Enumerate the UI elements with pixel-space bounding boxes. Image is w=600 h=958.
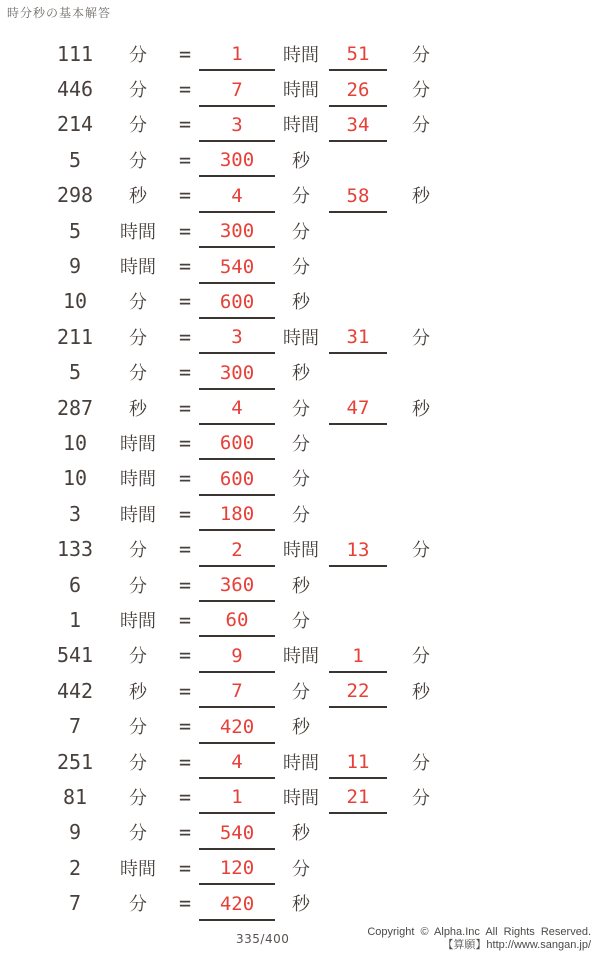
answer-unit: 時間 bbox=[283, 44, 319, 66]
conversion-row bbox=[0, 602, 600, 637]
equals-sign: = bbox=[178, 714, 192, 739]
problem-unit: 時間 bbox=[120, 257, 156, 279]
problem-unit: 分 bbox=[129, 150, 147, 172]
answer-blank: 3 bbox=[199, 325, 275, 354]
answer-unit: 時間 bbox=[283, 646, 319, 668]
problem-value: 5 bbox=[68, 360, 82, 385]
problem-unit: 分 bbox=[129, 80, 147, 102]
conversion-row bbox=[0, 461, 600, 496]
second-answer-blank: 47 bbox=[329, 396, 387, 425]
answer-unit: 分 bbox=[292, 504, 310, 526]
final-unit: 秒 bbox=[412, 398, 430, 420]
conversion-row bbox=[0, 531, 600, 566]
equals-sign: = bbox=[178, 430, 192, 455]
answer-blank: 420 bbox=[199, 715, 275, 744]
problem-value: 442 bbox=[56, 678, 94, 703]
conversion-row bbox=[0, 496, 600, 531]
problem-unit: 秒 bbox=[129, 186, 147, 208]
problem-value: 81 bbox=[62, 784, 88, 809]
equals-sign: = bbox=[178, 183, 192, 208]
problem-unit: 分 bbox=[129, 894, 147, 916]
answer-unit: 時間 bbox=[283, 752, 319, 774]
problem-unit: 時間 bbox=[120, 469, 156, 491]
answer-unit: 秒 bbox=[292, 575, 310, 597]
problem-unit: 分 bbox=[129, 646, 147, 668]
problem-value: 6 bbox=[68, 572, 82, 597]
answer-blank: 600 bbox=[199, 431, 275, 460]
answer-unit: 秒 bbox=[292, 823, 310, 845]
problem-unit: 時間 bbox=[120, 610, 156, 632]
conversion-row bbox=[0, 390, 600, 425]
answer-blank: 540 bbox=[199, 821, 275, 850]
answer-blank: 300 bbox=[199, 361, 275, 390]
problem-unit: 分 bbox=[129, 363, 147, 385]
answer-unit: 秒 bbox=[292, 292, 310, 314]
equals-sign: = bbox=[178, 112, 192, 137]
page-title: 時分秒の基本解答 bbox=[7, 6, 112, 20]
answer-blank: 360 bbox=[199, 573, 275, 602]
conversion-row bbox=[0, 744, 600, 779]
conversion-row bbox=[0, 142, 600, 177]
second-answer-blank: 13 bbox=[329, 538, 387, 567]
answer-blank: 120 bbox=[199, 856, 275, 885]
problem-unit: 分 bbox=[129, 823, 147, 845]
problem-unit: 時間 bbox=[120, 504, 156, 526]
equals-sign: = bbox=[178, 501, 192, 526]
conversion-row bbox=[0, 36, 600, 71]
equals-sign: = bbox=[178, 289, 192, 314]
conversion-row bbox=[0, 178, 600, 213]
problem-value: 133 bbox=[56, 537, 94, 562]
problem-value: 111 bbox=[56, 41, 94, 66]
answer-unit: 時間 bbox=[283, 327, 319, 349]
answer-unit: 分 bbox=[292, 858, 310, 880]
answer-unit: 分 bbox=[292, 433, 310, 455]
copyright-footer bbox=[367, 926, 591, 952]
problem-value: 10 bbox=[62, 466, 88, 491]
problem-value: 7 bbox=[68, 891, 82, 916]
problem-value: 3 bbox=[68, 501, 82, 526]
conversion-row bbox=[0, 673, 600, 708]
second-answer-blank: 22 bbox=[329, 679, 387, 708]
problem-value: 214 bbox=[56, 112, 94, 137]
answer-unit: 秒 bbox=[292, 363, 310, 385]
second-answer-blank: 58 bbox=[329, 184, 387, 213]
equals-sign: = bbox=[178, 855, 192, 880]
conversion-row bbox=[0, 815, 600, 850]
publisher-url: 【算願】http://www.sangan.jp/ bbox=[442, 939, 591, 951]
conversion-row bbox=[0, 107, 600, 142]
final-unit: 秒 bbox=[412, 186, 430, 208]
answer-blank: 7 bbox=[199, 78, 275, 107]
equals-sign: = bbox=[178, 147, 192, 172]
final-unit: 分 bbox=[412, 115, 430, 137]
equals-sign: = bbox=[178, 607, 192, 632]
conversion-row bbox=[0, 71, 600, 106]
equals-sign: = bbox=[178, 784, 192, 809]
problem-unit: 分 bbox=[129, 292, 147, 314]
answer-unit: 時間 bbox=[283, 80, 319, 102]
problem-value: 211 bbox=[56, 324, 94, 349]
answer-unit: 秒 bbox=[292, 150, 310, 172]
answer-blank: 9 bbox=[199, 644, 275, 673]
equals-sign: = bbox=[178, 324, 192, 349]
answer-blank: 1 bbox=[199, 785, 275, 814]
answer-blank: 3 bbox=[199, 113, 275, 142]
problem-unit: 時間 bbox=[120, 221, 156, 243]
conversion-rows-area bbox=[0, 36, 600, 921]
second-answer-blank: 21 bbox=[329, 785, 387, 814]
conversion-row bbox=[0, 779, 600, 814]
problem-unit: 秒 bbox=[129, 398, 147, 420]
equals-sign: = bbox=[178, 41, 192, 66]
copyright-text: Copyright © Alpha.Inc All Rights Reserved. bbox=[367, 926, 591, 938]
answer-unit: 分 bbox=[292, 681, 310, 703]
answer-unit: 分 bbox=[292, 398, 310, 420]
answer-unit: 分 bbox=[292, 186, 310, 208]
equals-sign: = bbox=[178, 891, 192, 916]
page-number-indicator: 335/400 bbox=[236, 932, 290, 946]
final-unit: 秒 bbox=[412, 681, 430, 703]
problem-unit: 秒 bbox=[129, 681, 147, 703]
answer-blank: 60 bbox=[199, 608, 275, 637]
answer-blank: 300 bbox=[199, 148, 275, 177]
second-answer-blank: 51 bbox=[329, 42, 387, 71]
conversion-row bbox=[0, 425, 600, 460]
problem-value: 287 bbox=[56, 395, 94, 420]
equals-sign: = bbox=[178, 820, 192, 845]
problem-value: 10 bbox=[62, 289, 88, 314]
problem-unit: 分 bbox=[129, 44, 147, 66]
problem-value: 5 bbox=[68, 218, 82, 243]
answer-blank: 1 bbox=[199, 42, 275, 71]
final-unit: 分 bbox=[412, 44, 430, 66]
answer-blank: 600 bbox=[199, 290, 275, 319]
problem-value: 10 bbox=[62, 430, 88, 455]
answer-unit: 分 bbox=[292, 610, 310, 632]
problem-unit: 分 bbox=[129, 327, 147, 349]
final-unit: 分 bbox=[412, 80, 430, 102]
problem-unit: 分 bbox=[129, 787, 147, 809]
problem-value: 541 bbox=[56, 643, 94, 668]
equals-sign: = bbox=[178, 254, 192, 279]
problem-value: 9 bbox=[68, 820, 82, 845]
equals-sign: = bbox=[178, 77, 192, 102]
problem-value: 298 bbox=[56, 183, 94, 208]
problem-unit: 分 bbox=[129, 752, 147, 774]
conversion-row bbox=[0, 248, 600, 283]
equals-sign: = bbox=[178, 395, 192, 420]
equals-sign: = bbox=[178, 537, 192, 562]
second-answer-blank: 11 bbox=[329, 750, 387, 779]
equals-sign: = bbox=[178, 360, 192, 385]
problem-unit: 分 bbox=[129, 540, 147, 562]
answer-unit: 分 bbox=[292, 469, 310, 491]
answer-blank: 4 bbox=[199, 396, 275, 425]
conversion-row bbox=[0, 708, 600, 743]
answer-blank: 300 bbox=[199, 219, 275, 248]
answer-unit: 分 bbox=[292, 257, 310, 279]
equals-sign: = bbox=[178, 749, 192, 774]
conversion-row bbox=[0, 284, 600, 319]
answer-blank: 420 bbox=[199, 892, 275, 921]
conversion-row bbox=[0, 638, 600, 673]
problem-value: 1 bbox=[68, 607, 82, 632]
equals-sign: = bbox=[178, 572, 192, 597]
answer-blank: 7 bbox=[199, 679, 275, 708]
problem-unit: 分 bbox=[129, 575, 147, 597]
second-answer-blank: 26 bbox=[329, 78, 387, 107]
final-unit: 分 bbox=[412, 646, 430, 668]
conversion-row bbox=[0, 319, 600, 354]
final-unit: 分 bbox=[412, 540, 430, 562]
answer-unit: 分 bbox=[292, 221, 310, 243]
answer-unit: 秒 bbox=[292, 717, 310, 739]
second-answer-blank: 31 bbox=[329, 325, 387, 354]
answer-unit: 時間 bbox=[283, 540, 319, 562]
equals-sign: = bbox=[178, 466, 192, 491]
conversion-row bbox=[0, 567, 600, 602]
final-unit: 分 bbox=[412, 752, 430, 774]
problem-value: 9 bbox=[68, 254, 82, 279]
answer-blank: 4 bbox=[199, 184, 275, 213]
problem-unit: 時間 bbox=[120, 858, 156, 880]
answer-blank: 180 bbox=[199, 502, 275, 531]
answer-unit: 時間 bbox=[283, 787, 319, 809]
answer-unit: 秒 bbox=[292, 894, 310, 916]
conversion-row bbox=[0, 355, 600, 390]
answer-unit: 時間 bbox=[283, 115, 319, 137]
conversion-row bbox=[0, 213, 600, 248]
answer-blank: 540 bbox=[199, 255, 275, 284]
equals-sign: = bbox=[178, 218, 192, 243]
problem-value: 7 bbox=[68, 714, 82, 739]
conversion-row bbox=[0, 885, 600, 920]
problem-unit: 分 bbox=[129, 717, 147, 739]
final-unit: 分 bbox=[412, 787, 430, 809]
second-answer-blank: 34 bbox=[329, 113, 387, 142]
answer-blank: 2 bbox=[199, 538, 275, 567]
equals-sign: = bbox=[178, 678, 192, 703]
equals-sign: = bbox=[178, 643, 192, 668]
conversion-row bbox=[0, 850, 600, 885]
problem-unit: 分 bbox=[129, 115, 147, 137]
problem-value: 5 bbox=[68, 147, 82, 172]
problem-unit: 時間 bbox=[120, 433, 156, 455]
problem-value: 446 bbox=[56, 77, 94, 102]
answer-blank: 600 bbox=[199, 467, 275, 496]
final-unit: 分 bbox=[412, 327, 430, 349]
problem-value: 251 bbox=[56, 749, 94, 774]
second-answer-blank: 1 bbox=[329, 644, 387, 673]
problem-value: 2 bbox=[68, 855, 82, 880]
answer-blank: 4 bbox=[199, 750, 275, 779]
